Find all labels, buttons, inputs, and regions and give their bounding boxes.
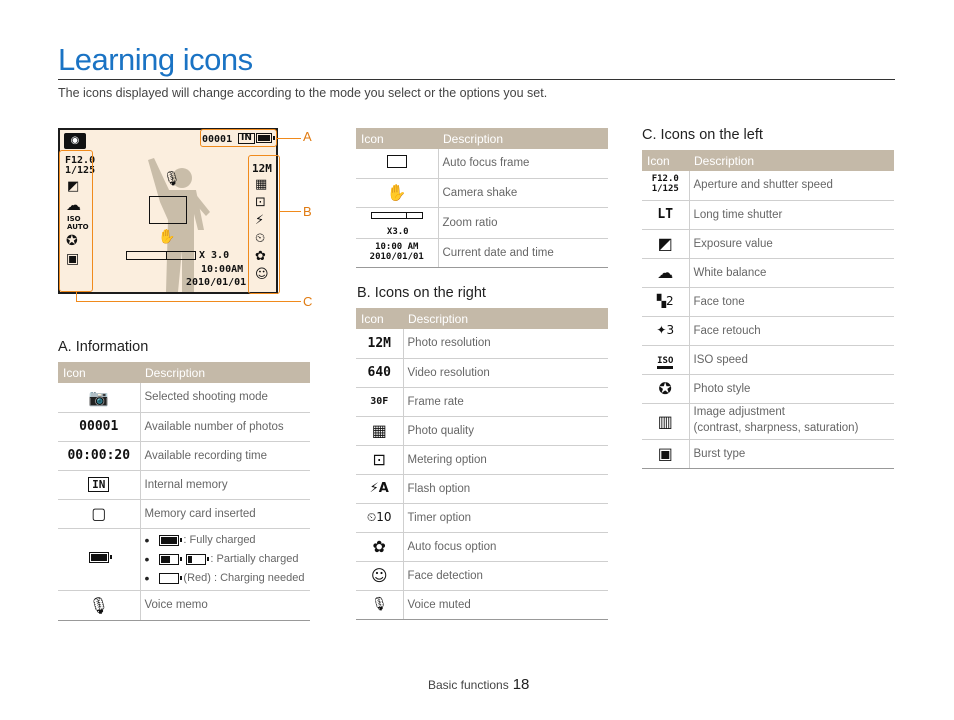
camera-mode-icon: ◉ xyxy=(64,133,86,149)
af-option-icon: ✿ xyxy=(356,532,403,561)
burst-icon: ▣ xyxy=(66,251,80,267)
row-description: Available recording time xyxy=(140,441,310,470)
memory-card-icon: ▢ xyxy=(58,499,140,528)
leader-c xyxy=(76,301,301,302)
table-row xyxy=(642,200,894,229)
internal-memory-icon: IN xyxy=(238,133,255,144)
callout-a: A xyxy=(303,129,312,144)
image-adjust-icon: ▥ xyxy=(642,403,689,439)
section-b-table xyxy=(356,308,608,620)
table-row xyxy=(356,474,608,503)
row-description: Voice muted xyxy=(403,590,608,619)
zoom-bar xyxy=(126,251,196,260)
camera-mode-icon: 📷 xyxy=(58,383,140,412)
aperture-shutter-icon: F12.0 1/125 xyxy=(642,171,689,200)
af-option-icon: ✿ xyxy=(255,249,266,264)
battery-half-icon xyxy=(159,554,179,565)
row-description: Available number of photos xyxy=(140,412,310,441)
photo-quality-icon: ▦ xyxy=(356,416,403,445)
column-header: Icon xyxy=(356,308,403,329)
af-frame xyxy=(149,196,187,224)
page-number: 18 xyxy=(512,676,530,693)
voice-memo-icon: 🎙 xyxy=(163,171,181,187)
list-item: • : Partially charged xyxy=(144,551,299,567)
table-row xyxy=(642,403,894,439)
white-balance-icon: ☁ xyxy=(642,258,689,287)
timer-icon: ⏲10 xyxy=(356,503,403,532)
row-description: Auto focus frame xyxy=(438,149,608,178)
face-retouch-icon: ✦3 xyxy=(642,316,689,345)
table-row xyxy=(58,470,310,499)
zoom-ratio-icon: X3.0 xyxy=(356,207,438,238)
photo-count-icon: 00001 xyxy=(58,412,140,441)
row-description: Zoom ratio xyxy=(438,207,608,238)
row-description: Camera shake xyxy=(438,178,608,207)
page-subtitle: The icons displayed will change according to the mode you select or the options you set. xyxy=(58,86,548,100)
voice-muted-icon: 🎙 xyxy=(356,590,403,619)
row-description: Frame rate xyxy=(403,387,608,416)
table-row xyxy=(356,178,608,207)
metering-icon: ⊡ xyxy=(356,445,403,474)
exposure-icon: ◩ xyxy=(67,179,80,194)
table-row xyxy=(356,503,608,532)
title-rule xyxy=(58,79,895,80)
table-row xyxy=(58,412,310,441)
af-frame-icon xyxy=(356,149,438,178)
table-row xyxy=(58,528,310,590)
row-description: Auto focus option xyxy=(403,532,608,561)
row-description: Photo quality xyxy=(403,416,608,445)
battery-full-icon xyxy=(159,535,179,546)
row-description: Selected shooting mode xyxy=(140,383,310,412)
preview-shutter: 1/125 xyxy=(65,165,96,176)
table-row xyxy=(642,316,894,345)
row-description: Image adjustment (contrast, sharpness, saturation) xyxy=(689,403,894,439)
table-row xyxy=(642,287,894,316)
row-description: Voice memo xyxy=(140,590,310,620)
preview-time: 10:00AM xyxy=(201,264,244,275)
row-description: Exposure value xyxy=(689,229,894,258)
column-header: Icon xyxy=(58,362,140,383)
table-row xyxy=(356,416,608,445)
table-header xyxy=(58,362,310,383)
iso-icon: ISO xyxy=(642,345,689,374)
callout-b: B xyxy=(303,204,312,219)
camera-shake-icon: ✋ xyxy=(158,229,176,245)
row-description: Burst type xyxy=(689,439,894,468)
column-header: Icon xyxy=(356,128,438,149)
table-row xyxy=(642,374,894,403)
preview-zoom: X 3.0 xyxy=(199,250,230,261)
table-row xyxy=(642,439,894,468)
footer-section: Basic functions xyxy=(428,678,509,692)
flash-icon: ⚡A xyxy=(356,474,403,503)
date-time-icon: 10:00 AM 2010/01/01 xyxy=(356,238,438,267)
battery-empty-icon xyxy=(159,573,179,584)
voice-memo-icon: 🎙 xyxy=(58,590,140,620)
table-row xyxy=(58,590,310,620)
quality-icon: ▦ xyxy=(255,177,268,192)
row-description: ISO speed xyxy=(689,345,894,374)
table-row xyxy=(356,207,608,238)
column-header: Icon xyxy=(642,150,689,171)
row-description: Timer option xyxy=(403,503,608,532)
row-description: Photo resolution xyxy=(403,329,608,358)
recording-time-icon: 00:00:20 xyxy=(58,441,140,470)
table-row xyxy=(356,238,608,267)
table-row xyxy=(356,329,608,358)
section-c-table xyxy=(642,150,894,469)
leader-b xyxy=(280,211,301,212)
section-top-table xyxy=(356,128,608,268)
section-c-heading: C. Icons on the left xyxy=(642,127,763,143)
table-row xyxy=(58,499,310,528)
list-item: • (Red) : Charging needed xyxy=(144,570,305,586)
row-description: Video resolution xyxy=(403,358,608,387)
row-description: Face tone xyxy=(689,287,894,316)
row-description: Long time shutter xyxy=(689,200,894,229)
row-description: Memory card inserted xyxy=(140,499,310,528)
face-detection-icon: ☺ xyxy=(356,561,403,590)
preview-date: 2010/01/01 xyxy=(186,277,247,288)
photo-style-icon: ✪ xyxy=(642,374,689,403)
row-description: White balance xyxy=(689,258,894,287)
table-row xyxy=(356,445,608,474)
metering-icon: ⊡ xyxy=(255,195,266,210)
table-row xyxy=(642,229,894,258)
camera-shake-icon: ✋ xyxy=(356,178,438,207)
callout-box-c xyxy=(59,150,96,292)
white-balance-icon: ☁ xyxy=(66,196,81,214)
row-description: Metering option xyxy=(403,445,608,474)
battery-low-icon xyxy=(186,554,206,565)
table-row xyxy=(642,345,894,374)
table-row xyxy=(356,561,608,590)
table-row xyxy=(356,387,608,416)
row-description: Face retouch xyxy=(689,316,894,345)
preview-aperture: F12.0 xyxy=(65,155,96,166)
row-description: Internal memory xyxy=(140,470,310,499)
preview-resolution: 12M xyxy=(252,162,272,175)
callout-box-b xyxy=(248,155,280,294)
photo-style-icon: ✪ xyxy=(66,233,78,249)
column-header: Description xyxy=(689,150,894,171)
table-row xyxy=(356,590,608,619)
column-header: Description xyxy=(438,128,608,149)
long-time-shutter-icon: LT xyxy=(642,200,689,229)
table-row xyxy=(58,441,310,470)
row-description: Aperture and shutter speed xyxy=(689,171,894,200)
face-tone-icon: ▚2 xyxy=(642,287,689,316)
list-item: • : Fully charged xyxy=(144,532,256,548)
page-title: Learning icons xyxy=(58,42,253,77)
callout-box-a xyxy=(200,129,277,147)
table-header xyxy=(642,150,894,171)
column-header: Description xyxy=(140,362,310,383)
video-resolution-icon: 640 xyxy=(356,358,403,387)
frame-rate-icon: 30F xyxy=(356,387,403,416)
row-description: Current date and time xyxy=(438,238,608,267)
table-header xyxy=(356,128,608,149)
table-row xyxy=(58,383,310,412)
photo-resolution-icon: 12M xyxy=(356,329,403,358)
row-description: Face detection xyxy=(403,561,608,590)
battery-description xyxy=(140,528,310,590)
table-row xyxy=(642,171,894,200)
burst-icon: ▣ xyxy=(642,439,689,468)
row-description: Flash option xyxy=(403,474,608,503)
section-a-heading: A. Information xyxy=(58,339,149,355)
flash-icon: ⚡ xyxy=(255,213,265,228)
leader-c-vertical xyxy=(76,292,77,301)
table-row xyxy=(356,532,608,561)
table-row xyxy=(642,258,894,287)
callout-c: C xyxy=(303,294,313,309)
exposure-icon: ◩ xyxy=(642,229,689,258)
face-detection-icon: ☺ xyxy=(255,267,269,282)
table-row xyxy=(356,358,608,387)
internal-memory-icon: IN xyxy=(58,470,140,499)
row-description: Photo style xyxy=(689,374,894,403)
page-footer xyxy=(428,676,529,693)
leader-a xyxy=(277,138,301,139)
battery-icon xyxy=(58,528,140,590)
timer-icon: ⏲ xyxy=(255,231,266,246)
table-header xyxy=(356,308,608,329)
section-b-heading: B. Icons on the right xyxy=(357,285,486,301)
column-header: Description xyxy=(403,308,608,329)
iso-icon: ISO AUTO xyxy=(67,215,89,231)
preview-count: 00001 xyxy=(202,134,233,145)
table-row xyxy=(356,149,608,178)
section-a-table xyxy=(58,362,310,621)
